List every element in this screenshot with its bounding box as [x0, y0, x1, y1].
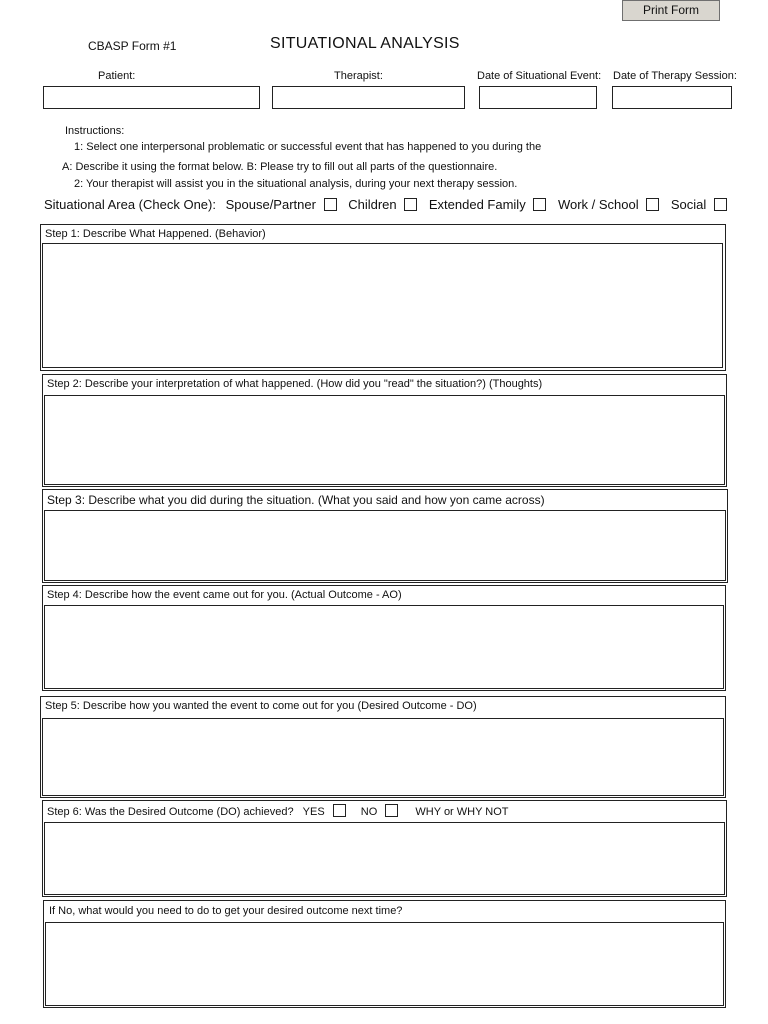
- step-6-label: Step 6: Was the Desired Outcome (DO) achieved?: [47, 806, 294, 818]
- step-5-textarea[interactable]: [42, 718, 724, 796]
- step-3-label: Step 3: Describe what you did during the situation. (What you said and how yon came across): [47, 493, 545, 507]
- session-date-label: Date of Therapy Session:: [613, 70, 737, 82]
- step-6-why-label: WHY or WHY NOT: [415, 806, 509, 818]
- option-children-label: Children: [348, 197, 397, 212]
- step-6-no-checkbox[interactable]: [385, 804, 398, 817]
- step-4-textarea[interactable]: [44, 605, 724, 689]
- event-date-label: Date of Situational Event:: [477, 70, 602, 82]
- step-2-label: Step 2: Describe your interpretation of what happened. (How did you "read" the situation?) (Thoughts): [47, 378, 543, 390]
- instructions-line-3: 2: Your therapist will assist you in the situational analysis, during your next therapy session.: [74, 178, 518, 190]
- step-6-row: [47, 804, 509, 818]
- step-6-no-label: NO: [360, 806, 378, 818]
- instructions-line-2: A: Describe it using the format below. B: Please try to fill out all parts of the questionnaire.: [62, 161, 498, 173]
- instructions-heading: Instructions:: [65, 125, 125, 137]
- therapist-label: Therapist:: [334, 70, 383, 82]
- option-spouse-partner-label: Spouse/Partner: [225, 197, 316, 212]
- situational-area-row: [44, 197, 727, 212]
- event-date-field[interactable]: [479, 86, 597, 109]
- children-checkbox[interactable]: [404, 198, 417, 211]
- work-school-checkbox[interactable]: [646, 198, 659, 211]
- print-form-button[interactable]: Print Form: [622, 0, 720, 21]
- step-2-textarea[interactable]: [44, 395, 725, 485]
- step-1-textarea[interactable]: [42, 243, 723, 368]
- option-work-school-label: Work / School: [557, 197, 639, 212]
- step-1-label: Step 1: Describe What Happened. (Behavior): [45, 228, 266, 240]
- step-6-yes-checkbox[interactable]: [333, 804, 346, 817]
- therapist-field[interactable]: [272, 86, 465, 109]
- situational-area-label: Situational Area (Check One):: [44, 197, 216, 212]
- next-time-label: If No, what would you need to do to get your desired outcome next time?: [49, 905, 403, 917]
- patient-field[interactable]: [43, 86, 260, 109]
- instructions-line-1: 1: Select one interpersonal problematic or successful event that has happened to you during the: [74, 141, 542, 153]
- option-extended-family-label: Extended Family: [428, 197, 526, 212]
- step-4-label: Step 4: Describe how the event came out for you. (Actual Outcome - AO): [47, 589, 402, 601]
- patient-label: Patient:: [98, 70, 136, 82]
- step-6-textarea[interactable]: [44, 822, 725, 895]
- step-6-yes-label: YES: [302, 806, 325, 818]
- next-time-textarea[interactable]: [45, 922, 724, 1006]
- form-id: CBASP Form #1: [88, 39, 177, 53]
- extended-family-checkbox[interactable]: [533, 198, 546, 211]
- spouse-partner-checkbox[interactable]: [324, 198, 337, 211]
- step-5-label: Step 5: Describe how you wanted the event to come out for you (Desired Outcome - DO): [45, 700, 477, 712]
- session-date-field[interactable]: [612, 86, 732, 109]
- social-checkbox[interactable]: [714, 198, 727, 211]
- step-3-textarea[interactable]: [44, 510, 726, 581]
- page-title: SITUATIONAL ANALYSIS: [270, 35, 460, 52]
- option-social-label: Social: [670, 197, 707, 212]
